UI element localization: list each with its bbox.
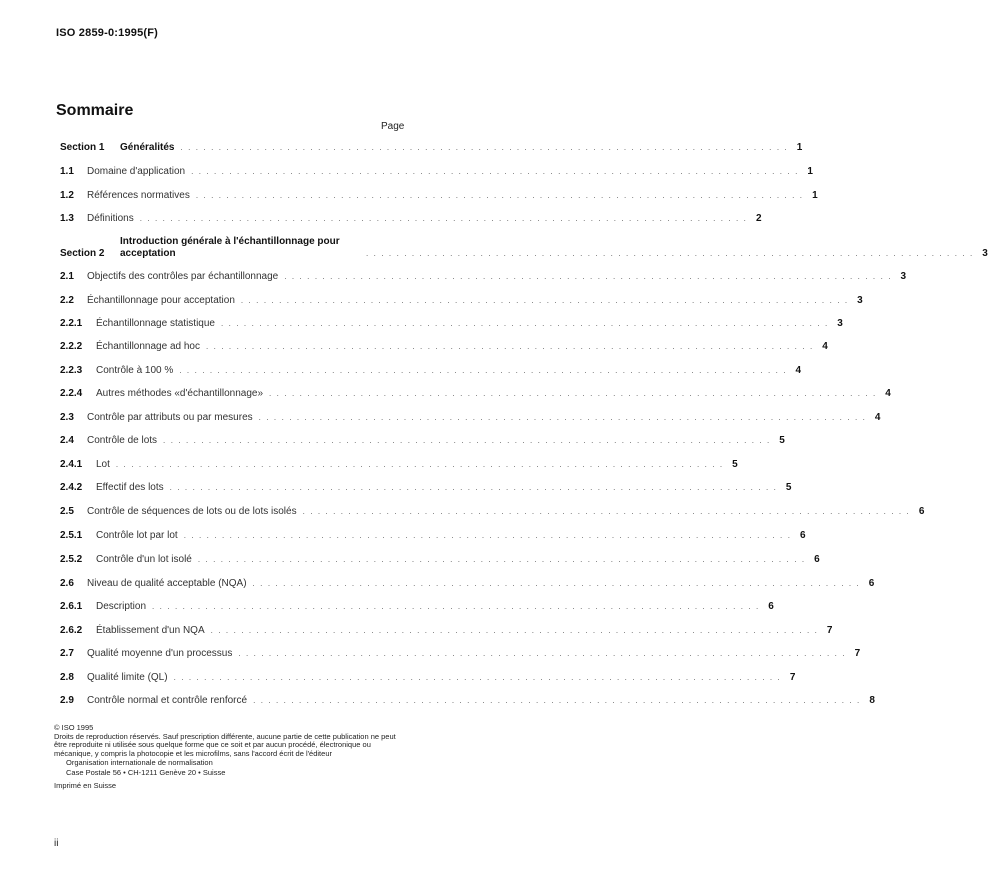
toc-entry-label: Introduction générale à l'échantillonnage pour acceptation bbox=[120, 236, 340, 259]
toc-entry[interactable] bbox=[60, 695, 875, 707]
organisation-name: Organisation internationale de normalisation bbox=[66, 758, 213, 768]
toc-entry-number: 2.3 bbox=[60, 412, 74, 423]
toc-entry-page: 1 bbox=[812, 190, 818, 201]
dot-leader: . . . . . . . . . . . . . . . . . . . . . . . . . . . . . . . . . . . . . . . . . . . . . . . . . . . . . . . . . . . . . . . . . . . . . . . . . . . . . . . . bbox=[366, 249, 974, 258]
toc-entry-number: 2.1 bbox=[60, 271, 74, 282]
toc-entry[interactable] bbox=[60, 166, 813, 178]
toc-entry-label: Qualité limite (QL) bbox=[87, 672, 168, 683]
toc-title: Sommaire bbox=[56, 102, 134, 119]
dot-leader: . . . . . . . . . . . . . . . . . . . . . . . . . . . . . . . . . . . . . . . . . . . . . . . . . . . . . . . . . . . . . . . . . . . . . . . . . . . . . . . . bbox=[258, 413, 867, 422]
toc-entry[interactable] bbox=[60, 365, 802, 377]
toc-entry-label: Établissement d'un NQA bbox=[96, 625, 205, 636]
toc-entry-page: 3 bbox=[900, 271, 907, 282]
toc-entry-page: 5 bbox=[732, 459, 738, 470]
toc-entry[interactable] bbox=[60, 625, 833, 637]
toc-entry-page: 1 bbox=[796, 142, 803, 153]
toc-entry[interactable] bbox=[60, 578, 875, 590]
toc-entry[interactable] bbox=[60, 412, 881, 424]
toc-entry[interactable] bbox=[60, 236, 988, 260]
toc-entry-page: 6 bbox=[814, 554, 820, 565]
page-column-heading: Page bbox=[381, 121, 405, 132]
dot-leader: . . . . . . . . . . . . . . . . . . . . . . . . . . . . . . . . . . . . . . . . . . . . . . . . . . . . . . . . . . . . . . . . . . . . . . . . . . . . . . . . bbox=[238, 649, 847, 658]
toc-entry-page: 6 bbox=[918, 506, 925, 517]
toc-entry-number: 2.6.1 bbox=[60, 601, 83, 612]
toc-entry[interactable] bbox=[60, 318, 843, 330]
dot-leader: . . . . . . . . . . . . . . . . . . . . . . . . . . . . . . . . . . . . . . . . . . . . . . . . . . . . . . . . . . . . . . . . . . . . . . . . . . . . . . . . bbox=[284, 272, 893, 281]
toc-entry-page: 7 bbox=[854, 648, 861, 659]
toc-entry-page: 7 bbox=[826, 625, 833, 636]
toc-entry-label: Lot bbox=[96, 459, 110, 470]
toc-entry[interactable] bbox=[60, 142, 803, 154]
toc-entry-number: 1.3 bbox=[60, 213, 74, 224]
toc-entry-page: 5 bbox=[779, 435, 785, 446]
toc-entry-number: 2.8 bbox=[60, 672, 74, 683]
toc-entry[interactable] bbox=[60, 459, 738, 471]
dot-leader: . . . . . . . . . . . . . . . . . . . . . . . . . . . . . . . . . . . . . . . . . . . . . . . . . . . . . . . . . . . . . . . . . . . . . . . . . . . . . . . . bbox=[269, 389, 877, 398]
toc-entry[interactable] bbox=[60, 506, 925, 518]
dot-leader: . . . . . . . . . . . . . . . . . . . . . . . . . . . . . . . . . . . . . . . . . . . . . . . . . . . . . . . . . . . . . . . . . . . . . . . . . . . . . . . . bbox=[220, 319, 829, 328]
toc-entry-label: Échantillonnage statistique bbox=[96, 318, 215, 329]
toc-entry-number: 1.1 bbox=[60, 166, 74, 177]
toc-entry-page: 6 bbox=[768, 601, 774, 612]
dot-leader: . . . . . . . . . . . . . . . . . . . . . . . . . . . . . . . . . . . . . . . . . . . . . . . . . . . . . . . . . . . . . . . . . . . . . . . . . . . . . . . . bbox=[205, 342, 814, 351]
toc-entry-number: 2.2.2 bbox=[60, 341, 83, 352]
organisation-address: Case Postale 56 • CH-1211 Genève 20 • Suisse bbox=[66, 767, 226, 777]
toc-entry[interactable] bbox=[60, 482, 792, 494]
toc-entry[interactable] bbox=[60, 601, 774, 613]
toc-entry-label: Contrôle d'un lot isolé bbox=[96, 554, 192, 565]
toc-entry-page: 1 bbox=[807, 166, 813, 177]
toc-entry[interactable] bbox=[60, 530, 806, 542]
toc-entry-number: 1.2 bbox=[60, 190, 74, 201]
dot-leader: . . . . . . . . . . . . . . . . . . . . . . . . . . . . . . . . . . . . . . . . . . . . . . . . . . . . . . . . . . . . . . . . . . . . . . . . . . . . . . . . bbox=[180, 143, 789, 152]
toc-entry[interactable] bbox=[60, 435, 785, 447]
toc-entry[interactable] bbox=[60, 295, 863, 307]
toc-entry-label: Contrôle normal et contrôle renforcé bbox=[87, 695, 248, 706]
toc-entry-number: 2.7 bbox=[60, 648, 74, 659]
toc-entry-label: Effectif des lots bbox=[96, 482, 164, 493]
toc-entry-label: Objectifs des contrôles par échantillonnage bbox=[87, 271, 279, 282]
toc-entry-page: 4 bbox=[795, 365, 802, 376]
toc-entry-number: 2.2.1 bbox=[60, 318, 83, 329]
toc-entry-number: 2.2 bbox=[60, 295, 74, 306]
toc-entry-number: Section 1 bbox=[60, 142, 105, 153]
toc-entry-label: Contrôle de séquences de lots ou de lots isolés bbox=[87, 506, 297, 517]
toc-entry-number: 2.5.2 bbox=[60, 554, 83, 565]
toc-entry-number: 2.6.2 bbox=[60, 625, 83, 636]
dot-leader: . . . . . . . . . . . . . . . . . . . . . . . . . . . . . . . . . . . . . . . . . . . . . . . . . . . . . . . . . . . . . . . . . . . . . . . . . . . . . . . . bbox=[152, 602, 760, 611]
dot-leader: . . . . . . . . . . . . . . . . . . . . . . . . . . . . . . . . . . . . . . . . . . . . . . . . . . . . . . . . . . . . . . . . . . . . . . . . . . . . . . . . bbox=[252, 579, 861, 588]
dot-leader: . . . . . . . . . . . . . . . . . . . . . . . . . . . . . . . . . . . . . . . . . . . . . . . . . . . . . . . . . . . . . . . . . . . . . . . . . . . . . . . . bbox=[183, 531, 792, 540]
toc-entry[interactable] bbox=[60, 388, 891, 400]
toc-entry-number: 2.4.1 bbox=[60, 459, 83, 470]
toc-entry-page: 3 bbox=[857, 295, 863, 306]
toc-entry-label: Contrôle lot par lot bbox=[96, 530, 178, 541]
toc-entry-page: 4 bbox=[885, 388, 891, 399]
toc-entry-page: 6 bbox=[799, 530, 806, 541]
dot-leader: . . . . . . . . . . . . . . . . . . . . . . . . . . . . . . . . . . . . . . . . . . . . . . . . . . . . . . . . . . . . . . . . . . . . . . . . . . . . . . . . bbox=[139, 214, 748, 223]
printed-in: Imprimé en Suisse bbox=[54, 780, 117, 790]
toc-entry-number: 2.4.2 bbox=[60, 482, 83, 493]
dot-leader: . . . . . . . . . . . . . . . . . . . . . . . . . . . . . . . . . . . . . . . . . . . . . . . . . . . . . . . . . . . . . . . . . . . . . . . . . . . . . . . . bbox=[115, 460, 724, 469]
toc-entry[interactable] bbox=[60, 554, 820, 566]
toc-entry-number: 2.4 bbox=[60, 435, 74, 446]
copyright-line: © ISO 1995 bbox=[54, 723, 94, 732]
toc-entry-number: 2.2.3 bbox=[60, 365, 83, 376]
toc-entry-label: Contrôle de lots bbox=[87, 435, 158, 446]
toc-entry-label: Échantillonnage ad hoc bbox=[96, 341, 200, 352]
rights-statement: Droits de reproduction réservés. Sauf prescription différente, aucune partie de cette publication ne peut être reproduite ni utilisée sous quelque forme que ce soit et par aucun procédé, électronique ou mécanique, y compris la photocopie et les microfilms, sans l'accord écrit de l'éditeur bbox=[54, 731, 396, 758]
toc-entry-page: 3 bbox=[837, 318, 843, 329]
toc-entry-label: Description bbox=[96, 601, 147, 612]
toc-entry-page: 3 bbox=[982, 248, 988, 259]
dot-leader: . . . . . . . . . . . . . . . . . . . . . . . . . . . . . . . . . . . . . . . . . . . . . . . . . . . . . . . . . . . . . . . . . . . . . . . . . . . . . . . . bbox=[210, 626, 819, 635]
toc-entry-label: Références normatives bbox=[87, 190, 190, 201]
dot-leader: . . . . . . . . . . . . . . . . . . . . . . . . . . . . . . . . . . . . . . . . . . . . . . . . . . . . . . . . . . . . . . . . . . . . . . . . . . . . . . . . bbox=[195, 191, 804, 200]
toc-entry[interactable] bbox=[60, 341, 828, 353]
toc-entry-label: Qualité moyenne d'un processus bbox=[87, 648, 233, 659]
toc-entry-page: 4 bbox=[822, 341, 828, 352]
toc-entry-number: 2.9 bbox=[60, 695, 74, 706]
toc-entry-label: Autres méthodes «d'échantillonnage» bbox=[96, 388, 264, 399]
dot-leader: . . . . . . . . . . . . . . . . . . . . . . . . . . . . . . . . . . . . . . . . . . . . . . . . . . . . . . . . . . . . . . . . . . . . . . . . . . . . . . . . bbox=[197, 555, 806, 564]
toc-entry-page: 2 bbox=[755, 213, 762, 224]
toc-entry-page: 6 bbox=[868, 578, 875, 589]
toc-entry-label: Contrôle par attributs ou par mesures bbox=[87, 412, 253, 423]
toc-entry-label: Contrôle à 100 % bbox=[96, 365, 174, 376]
toc-entry[interactable] bbox=[60, 648, 861, 660]
toc-entry[interactable] bbox=[60, 213, 762, 225]
copyright-notice bbox=[54, 724, 404, 790]
toc-entry-label: Niveau de qualité acceptable (NQA) bbox=[87, 578, 247, 589]
dot-leader: . . . . . . . . . . . . . . . . . . . . . . . . . . . . . . . . . . . . . . . . . . . . . . . . . . . . . . . . . . . . . . . . . . . . . . . . . . . . . . . . bbox=[163, 436, 771, 445]
toc-entry-number: 2.6 bbox=[60, 578, 74, 589]
toc-entry[interactable] bbox=[60, 672, 796, 684]
dot-leader: . . . . . . . . . . . . . . . . . . . . . . . . . . . . . . . . . . . . . . . . . . . . . . . . . . . . . . . . . . . . . . . . . . . . . . . . . . . . . . . . bbox=[253, 696, 861, 705]
dot-leader: . . . . . . . . . . . . . . . . . . . . . . . . . . . . . . . . . . . . . . . . . . . . . . . . . . . . . . . . . . . . . . . . . . . . . . . . . . . . . . . . bbox=[173, 673, 782, 682]
page-number: ii bbox=[54, 838, 59, 849]
toc-entry-label: Définitions bbox=[87, 213, 134, 224]
toc-entry[interactable] bbox=[60, 271, 907, 283]
toc-entry-page: 8 bbox=[869, 695, 875, 706]
dot-leader: . . . . . . . . . . . . . . . . . . . . . . . . . . . . . . . . . . . . . . . . . . . . . . . . . . . . . . . . . . . . . . . . . . . . . . . . . . . . . . . . bbox=[191, 167, 799, 176]
toc-entry-number: 2.5.1 bbox=[60, 530, 83, 541]
toc-entry-page: 4 bbox=[874, 412, 881, 423]
toc-entry-page: 7 bbox=[789, 672, 796, 683]
toc-entry[interactable] bbox=[60, 190, 818, 202]
dot-leader: . . . . . . . . . . . . . . . . . . . . . . . . . . . . . . . . . . . . . . . . . . . . . . . . . . . . . . . . . . . . . . . . . . . . . . . . . . . . . . . . bbox=[240, 296, 849, 305]
document-header: ISO 2859-0:1995(F) bbox=[56, 27, 159, 39]
toc-entry-page: 5 bbox=[785, 482, 792, 493]
toc-entry-label: Domaine d'application bbox=[87, 166, 186, 177]
toc-entry-number: Section 2 bbox=[60, 248, 105, 259]
toc-entry-number: 2.5 bbox=[60, 506, 74, 517]
toc-entry-number: 2.2.4 bbox=[60, 388, 83, 399]
dot-leader: . . . . . . . . . . . . . . . . . . . . . . . . . . . . . . . . . . . . . . . . . . . . . . . . . . . . . . . . . . . . . . . . . . . . . . . . . . . . . . . . bbox=[169, 483, 778, 492]
dot-leader: . . . . . . . . . . . . . . . . . . . . . . . . . . . . . . . . . . . . . . . . . . . . . . . . . . . . . . . . . . . . . . . . . . . . . . . . . . . . . . . . bbox=[302, 507, 911, 516]
toc-entry-label: Généralités bbox=[120, 142, 175, 153]
toc-entry-label: Échantillonnage pour acceptation bbox=[87, 295, 235, 306]
dot-leader: . . . . . . . . . . . . . . . . . . . . . . . . . . . . . . . . . . . . . . . . . . . . . . . . . . . . . . . . . . . . . . . . . . . . . . . . . . . . . . . . bbox=[179, 366, 788, 375]
